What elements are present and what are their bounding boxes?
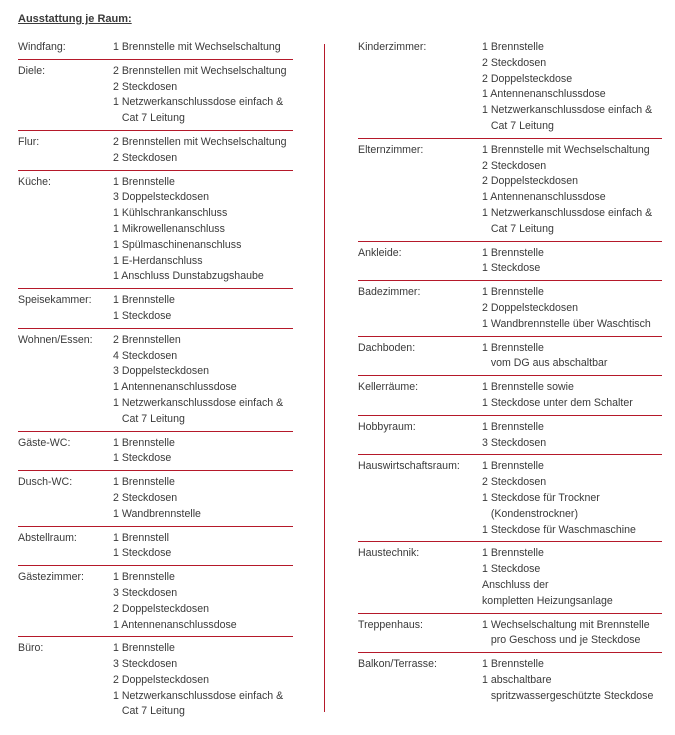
room-item: 2 Steckdosen <box>482 476 547 489</box>
room-items <box>113 64 293 127</box>
room-item: 2 Doppelsteckdosen <box>482 301 578 314</box>
room-row <box>358 40 662 139</box>
room-item: 1 Steckdose für Waschmaschine <box>482 523 636 536</box>
room-item: 1 Wandbrennstelle <box>113 507 201 520</box>
room-item: 1 Brennstelle mit Wechselschaltung <box>113 41 281 53</box>
room-item: 1 Brennstelle <box>482 286 544 299</box>
room-items <box>113 40 293 56</box>
room-item: 1 Kühlschrankanschluss <box>113 207 228 220</box>
room-row <box>18 471 293 526</box>
room-item: 1 Brennstelle <box>482 246 544 259</box>
room-item: 1 Wechselschaltung mit Brennstelle <box>482 618 650 631</box>
room-row <box>358 242 662 282</box>
room-items <box>482 546 662 609</box>
room-row <box>358 614 662 654</box>
room-items <box>482 618 662 650</box>
room-item: 1 Brennstell <box>113 531 169 544</box>
room-items <box>482 143 662 238</box>
room-item: 1 Brennstelle <box>482 658 544 671</box>
room-row <box>18 131 293 171</box>
room-item: 1 Brennstelle <box>482 341 544 354</box>
room-item: 1 Netzwerkanschlussdose einfach & <box>113 396 284 409</box>
room-item: 1 Wandbrennstelle über Waschtisch <box>482 317 651 330</box>
room-item: 2 Steckdosen <box>113 151 178 164</box>
room-row <box>358 653 662 707</box>
room-item: 2 Steckdosen <box>113 80 178 93</box>
room-name: Büro: <box>18 642 44 655</box>
room-name: Küche: <box>18 175 51 188</box>
room-name: Abstellraum: <box>18 531 77 544</box>
room-row <box>358 337 662 377</box>
room-item: 1 Steckdose <box>482 563 541 576</box>
room-item: 2 Steckdosen <box>482 159 547 172</box>
room-item: Cat 7 Leitung <box>113 705 185 718</box>
room-name: Badezimmer: <box>358 286 421 299</box>
room-items <box>113 436 293 468</box>
column-divider <box>324 44 325 712</box>
room-items <box>482 657 662 704</box>
room-row <box>18 289 293 329</box>
room-row <box>358 416 662 456</box>
room-item: 1 Mikrowellenanschluss <box>113 222 225 235</box>
room-item: spritzwassergeschützte Steckdose <box>482 689 654 702</box>
room-item: 4 Steckdosen <box>113 349 178 362</box>
room-item: 1 E-Herdanschluss <box>113 254 203 267</box>
room-item: 2 Brennstellen <box>113 333 181 346</box>
room-item: 1 Brennstelle <box>113 294 175 307</box>
room-items <box>113 175 293 286</box>
room-items <box>113 570 293 633</box>
room-item: 2 Doppelsteckdose <box>482 72 573 85</box>
room-item: 2 Brennstellen mit Wechselschaltung <box>113 135 287 148</box>
room-item: 1 Brennstelle <box>482 420 544 433</box>
room-name: Flur: <box>18 135 40 148</box>
room-item: 2 Steckdosen <box>113 491 178 504</box>
room-item: 1 Antennenanschlussdose <box>113 618 237 631</box>
room-item: 1 Brennstelle <box>482 460 544 473</box>
room-item: Cat 7 Leitung <box>113 112 185 125</box>
room-row <box>18 329 293 432</box>
room-item: 1 Netzwerkanschlussdose einfach & <box>482 206 653 219</box>
room-item: 2 Doppelsteckdosen <box>482 175 578 188</box>
room-row <box>358 542 662 613</box>
room-item: 3 Steckdosen <box>482 436 547 449</box>
room-name: Hauswirtschaftsraum: <box>358 460 460 473</box>
room-name: Kinderzimmer: <box>358 41 427 53</box>
room-item: 1 Antennenanschlussdose <box>482 88 606 101</box>
room-name: Wohnen/Essen: <box>18 333 93 346</box>
room-name: Balkon/Terrasse: <box>358 658 437 671</box>
room-name: Hobbyraum: <box>358 420 416 433</box>
room-row <box>18 527 293 567</box>
room-item: 2 Doppelsteckdosen <box>113 602 209 615</box>
room-items <box>113 641 293 720</box>
room-row <box>358 376 662 416</box>
room-item: 1 Brennstelle mit Wechselschaltung <box>482 143 650 156</box>
room-items <box>482 246 662 278</box>
room-row <box>18 637 293 723</box>
room-item: 1 Brennstelle <box>113 436 175 449</box>
room-items <box>482 420 662 452</box>
room-item: 3 Steckdosen <box>113 658 178 671</box>
room-item: 1 Anschluss Dunstabzugshaube <box>113 270 264 283</box>
room-row <box>358 455 662 542</box>
room-item: 1 Steckdose für Trockner <box>482 491 600 504</box>
room-item: 1 Steckdose <box>113 309 172 322</box>
room-item: Cat 7 Leitung <box>482 119 554 132</box>
room-item: 1 Netzwerkanschlussdose einfach & <box>113 96 284 109</box>
room-item: vom DG aus abschaltbar <box>482 357 608 370</box>
room-item: 3 Steckdosen <box>113 586 178 599</box>
room-name: Treppenhaus: <box>358 618 423 631</box>
room-item: 2 Doppelsteckdosen <box>113 673 209 686</box>
left-column <box>18 40 293 723</box>
page-title: Ausstattung je Raum: <box>18 13 132 25</box>
room-items <box>113 475 293 522</box>
room-item: Cat 7 Leitung <box>113 412 185 425</box>
room-items <box>113 293 293 325</box>
room-item: 1 Spülmaschinenanschluss <box>113 238 242 251</box>
room-items <box>482 459 662 538</box>
room-item: 1 Netzwerkanschlussdose einfach & <box>113 689 284 702</box>
room-row <box>18 40 293 60</box>
room-item: 1 Brennstelle <box>113 476 175 489</box>
room-item: 1 Antennenanschlussdose <box>482 191 606 204</box>
room-row <box>358 139 662 242</box>
room-row <box>18 60 293 131</box>
room-item: 1 Netzwerkanschlussdose einfach & <box>482 104 653 117</box>
room-item: Anschluss der <box>482 578 549 591</box>
room-item: pro Geschoss und je Steckdose <box>482 634 641 647</box>
right-column <box>358 40 662 707</box>
room-item: 1 Steckdose <box>482 262 541 275</box>
room-items <box>113 135 293 167</box>
room-items <box>482 40 662 135</box>
room-row <box>358 281 662 336</box>
room-name: Ankleide: <box>358 246 402 259</box>
room-name: Gäste-WC: <box>18 436 71 449</box>
room-row <box>18 171 293 290</box>
room-items <box>113 333 293 428</box>
room-name: Elternzimmer: <box>358 143 424 156</box>
room-name: Speisekammer: <box>18 294 92 307</box>
room-item: (Kondenstrockner) <box>482 507 578 520</box>
room-row <box>18 432 293 472</box>
room-name: Dachboden: <box>358 341 416 354</box>
room-name: Gästezimmer: <box>18 571 84 584</box>
room-item: Cat 7 Leitung <box>482 222 554 235</box>
room-items <box>482 380 662 412</box>
room-items <box>482 285 662 332</box>
room-item: 1 abschaltbare <box>482 673 552 686</box>
room-item: 2 Steckdosen <box>482 56 547 69</box>
room-item: 1 Steckdose unter dem Schalter <box>482 396 633 409</box>
room-item: 1 Antennenanschlussdose <box>113 381 237 394</box>
room-item: 2 Brennstellen mit Wechselschaltung <box>113 64 287 77</box>
room-name: Kellerräume: <box>358 381 419 394</box>
room-name: Windfang: <box>18 41 66 53</box>
room-item: 1 Brennstelle <box>113 642 175 655</box>
room-item: 1 Brennstelle sowie <box>482 381 574 394</box>
room-items <box>482 341 662 373</box>
room-item: 3 Doppelsteckdosen <box>113 191 209 204</box>
room-name: Haustechnik: <box>358 547 420 560</box>
room-item: kompletten Heizungsanlage <box>482 594 613 607</box>
room-name: Diele: <box>18 64 46 77</box>
room-item: 3 Doppelsteckdosen <box>113 365 209 378</box>
room-item: 1 Brennstelle <box>482 547 544 560</box>
room-name: Dusch-WC: <box>18 476 73 489</box>
room-item: 1 Steckdose <box>113 452 172 465</box>
room-item: 1 Brennstelle <box>113 571 175 584</box>
room-item: 1 Brennstelle <box>482 41 544 53</box>
room-items <box>113 531 293 563</box>
room-item: 1 Steckdose <box>113 547 172 560</box>
room-row <box>18 566 293 637</box>
room-item: 1 Brennstelle <box>113 175 175 188</box>
